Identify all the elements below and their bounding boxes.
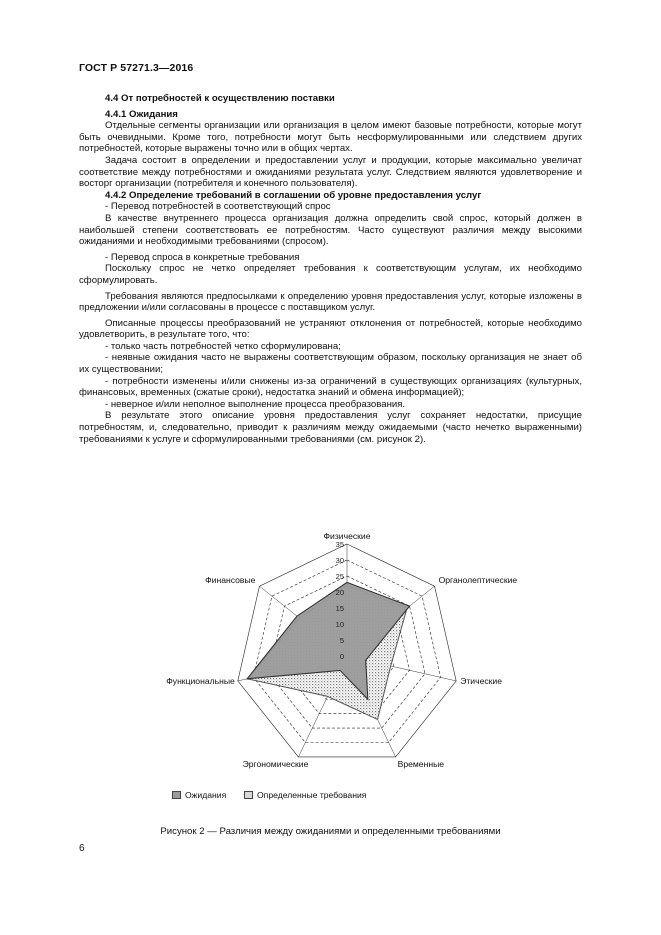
legend-label-expectations: Ожидания [185, 790, 227, 800]
paragraph: Требования являются предпосылками к определению уровня предоставления услуг, которые изложены в предложении и/или согласованы в процессе с поставщиком услуг. [79, 290, 582, 314]
paragraph: Задача состоит в определении и предоставлении услуг и продукции, которые максимально увеличат соответствие между потребностями и ожиданиями результата услуг. Следствием являются удовлетворение и восторг организации (потребителя и конечного пользователя). [79, 154, 582, 190]
list-item: - Перевод спроса в конкретные требования [105, 251, 300, 263]
paragraph: Поскольку спрос не четко определяет требования к соответствующим услугам, их необходимо сформулировать. [79, 263, 582, 286]
figure-caption: Рисунок 2 — Различия между ожиданиями и определенными требованиями [160, 826, 501, 837]
list-item: - только часть потребностей четко сформулирована; [105, 340, 341, 352]
list-item: - потребности изменены и/или снижены из-за ограничений в существующих организациях (культурных, финансовых, временных (сжатые сроки), недостатка знаний и обмена информацией); [79, 375, 582, 399]
radar-chart [150, 525, 530, 780]
category-label: Органолептические [438, 575, 518, 586]
paragraph: В качестве внутреннего процесса организация должна определить свой спрос, который должен в наибольшей степени соответствовать ее потребностям. Часто существуют различия между высокими ожиданиями и необходимыми требованиями (спросом). [79, 212, 582, 248]
legend-label-requirements: Определенные требования [257, 790, 367, 800]
paragraph: Отдельные сегменты организации или организация в целом имеют базовые потребности, которые могут быть очевидными. Кроме того, потребности могут быть несформулированными или следствием других потребностей, которые выражены точно или в общих чертах. [79, 120, 582, 155]
list-item: - Перевод потребностей в соответствующий спрос [105, 201, 331, 213]
legend-swatch-requirements [244, 791, 253, 799]
tick-label: 5 [339, 636, 344, 645]
tick-label: 20 [335, 588, 344, 597]
category-label: Временные [397, 758, 445, 769]
paragraph: Описанные процессы преобразований не устраняют отклонения от потребностей, которые необходимо удовлетворить, в результате того, что: [79, 317, 582, 341]
page-number: 6 [79, 843, 85, 854]
legend-item-requirements [244, 790, 366, 800]
tick-label: 0 [339, 652, 344, 661]
list-item: - неявные ожидания часто не выражены соответствующим образом, поскольку организация не знает об их существовании; [79, 352, 582, 376]
legend-item-expectations [172, 790, 226, 800]
tick-label: 10 [335, 620, 344, 629]
section-title: 4.4 От потребностей к осуществлению поставки [105, 93, 335, 104]
paragraph: В результате этого описание уровня предоставления услуг сохраняет недостатки, присущие потребностям, и, следовательно, приводит к различиям между ожидаемыми (часто нечетко выраженными) требованиями к услуге и сформулированными требованиями (см. рисунок 2). [79, 410, 582, 445]
category-label: Физические [323, 531, 371, 541]
legend-swatch-expectations [172, 791, 181, 799]
list-item: - неверное и/или неполное выполнение процесса преобразования. [105, 398, 406, 410]
document-body [79, 93, 582, 445]
subsection-title-requirements: 4.4.2 Определение требований в соглашении об уровне предоставления услуг [105, 189, 482, 201]
tick-label: 15 [335, 604, 344, 613]
tick-label: 25 [335, 572, 344, 581]
tick-label: 30 [335, 556, 344, 565]
category-label: Этические [460, 675, 503, 686]
subsection-title-expectations: 4.4.1 Ожидания [105, 108, 178, 120]
tick-label: 35 [335, 540, 344, 549]
category-label: Функциональные [166, 675, 235, 686]
category-label: Финансовые [205, 575, 256, 586]
category-label: Эргономические [242, 758, 309, 769]
document-header: ГОСТ Р 57271.3—2016 [79, 62, 194, 74]
